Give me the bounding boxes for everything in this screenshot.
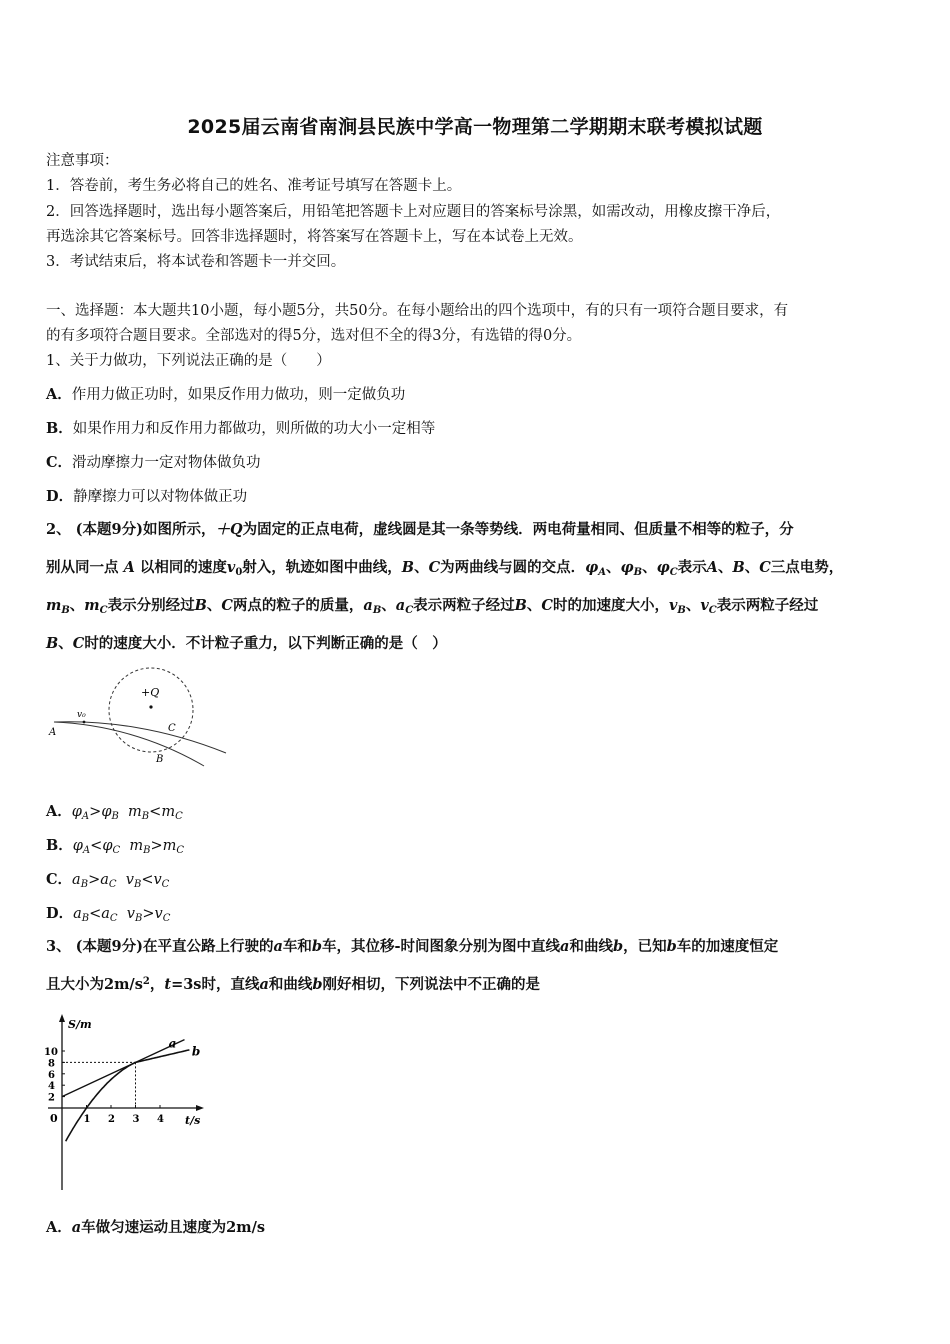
- graph-series: [62, 1040, 189, 1142]
- q2-stem-line-4: B、C时的速度大小．不计粒子重力，以下判断正确的是（ ）: [46, 635, 447, 652]
- graph-labels: [44, 1018, 200, 1127]
- q2-option-b: B．$\varphi_A<\varphi_C$ $m_B>m_C$: [46, 837, 185, 856]
- notice-item-1: 1．答卷前，考生务必将自己的姓名、准考证号填写在答题卡上。: [46, 178, 462, 194]
- series-b-curve: [66, 1050, 190, 1141]
- q3-stem-line-1: 3、 (本题9分)在平直公路上行驶的a车和b车，其位移-时间图象分别为图中直线a和曲线b，已知b车的加速度恒定: [46, 938, 779, 955]
- charge-label: +Q: [141, 686, 160, 699]
- x-tick-label: 4: [157, 1114, 164, 1125]
- point-a-label: A: [49, 727, 57, 738]
- x-axis-arrow: [196, 1105, 204, 1111]
- q2-option-a: A．$\varphi_A>\varphi_B$ $m_B<m_C$: [46, 803, 183, 822]
- equipotential-circle: [109, 668, 193, 752]
- notice-item-2: 2．回答选择题时，选出每小题答案后，用铅笔把答题卡上对应题目的答案标号涂黑，如需改动，用橡皮擦干净后，: [46, 204, 781, 220]
- y-axis-arrow: [59, 1014, 65, 1022]
- page-title: 2025届云南省南涧县民族中学高一物理第二学期期末联考模拟试题: [187, 116, 763, 138]
- v0-label: v₀: [77, 710, 86, 720]
- x-axis-label: t/s: [185, 1114, 201, 1127]
- q2-stem-line-2: 别从同一点 A 以相同的速度$v_0$射入，轨迹如图中曲线，B、C为两曲线与圆的交点．$\varphi_A$、$\varphi_B$、$\varphi_C$表示A、B、C三点电势，: [46, 559, 844, 578]
- q3-stem-line-2: 且大小为$2m/s^2$，t=3s时，直线a和曲线b刚好相切，下列说法中不正确的是: [46, 976, 541, 993]
- graph-axes: [48, 1014, 204, 1190]
- velocity-point: [83, 721, 86, 724]
- y-tick-label: 2: [48, 1092, 55, 1104]
- x-tick-label: 1: [83, 1114, 91, 1125]
- q2-figure: [44, 660, 234, 770]
- notice-item-3: 3．考试结束后，将本试卷和答题卡一并交回。: [46, 254, 346, 270]
- section-header-line-2: 的有多项符合题目要求。全部选对的得5分，选对但不全的得3分，有选错的得0分。: [46, 328, 582, 344]
- notice-heading: 注意事项：: [46, 153, 119, 169]
- point-b-label: B: [156, 754, 164, 765]
- x-tick-label: 3: [132, 1114, 140, 1125]
- q1-option-b: B．如果作用力和反作用力都做功，则所做的功大小一定相等: [46, 420, 436, 437]
- series-a-line: [62, 1040, 185, 1097]
- y-tick-label: 6: [48, 1069, 55, 1081]
- y-tick-label: 8: [48, 1058, 55, 1070]
- series-b-label: b: [191, 1044, 201, 1059]
- notice-item-2-cont: 再选涂其它答案标号。回答非选择题时，将答案写在答题卡上，写在本试卷上无效。: [46, 229, 583, 245]
- q1-option-c: C．滑动摩擦力一定对物体做负功: [46, 454, 261, 471]
- q2-option-c: C．$a_B>a_C$ $v_B<v_C$: [46, 871, 170, 890]
- q3-option-a: A．a车做匀速运动且速度为2m/s: [46, 1219, 266, 1236]
- y-tick-label: 10: [44, 1047, 58, 1058]
- q1-stem: 1、关于力做功，下列说法正确的是（ ）: [46, 353, 331, 369]
- y-tick-label: 4: [48, 1081, 55, 1093]
- charge-dot: [149, 705, 152, 708]
- trajectory-b: [54, 722, 204, 766]
- y-axis-label: S/m: [68, 1018, 92, 1031]
- q2-stem-line-1: 2、 (本题9分)如图所示，＋Q为固定的正点电荷，虚线圆是其一条等势线．两电荷量相同、但质量不相等的粒子，分: [46, 521, 794, 538]
- section-header-line-1: 一、选择题：本大题共10小题，每小题5分，共50分。在每小题给出的四个选项中，有的只有一项符合题目要求，有: [46, 303, 789, 319]
- q3-position-time-graph: [40, 1012, 220, 1194]
- q2-option-d: D．$a_B<a_C$ $v_B>v_C$: [46, 905, 171, 924]
- q1-option-a: A．作用力做正功时，如果反作用力做功，则一定做负功: [46, 386, 406, 403]
- q1-option-d: D．静摩擦力可以对物体做正功: [46, 488, 248, 505]
- origin-label: 0: [50, 1112, 58, 1125]
- x-tick-label: 2: [108, 1114, 115, 1125]
- q2-stem-line-3: $m_B$、$m_C$表示分别经过B、C两点的粒子的质量，$a_B$、$a_C$表示两粒子经过B、C时的加速度大小，$v_B$、$v_C$表示两粒子经过: [46, 597, 819, 616]
- point-c-label: C: [168, 723, 176, 734]
- series-a-label: a: [168, 1036, 177, 1051]
